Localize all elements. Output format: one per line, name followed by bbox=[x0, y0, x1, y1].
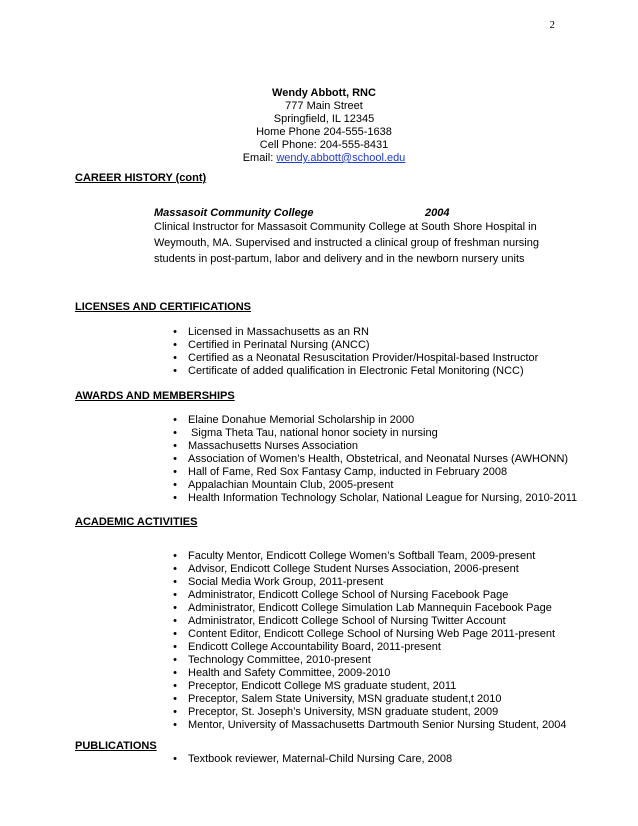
bullet-icon: • bbox=[173, 576, 177, 588]
contact-header bbox=[0, 87, 638, 165]
bullet-icon: • bbox=[173, 414, 177, 426]
career-year: 2004 bbox=[425, 207, 450, 219]
bullet-icon: • bbox=[173, 466, 177, 478]
bullet-icon: • bbox=[173, 326, 177, 338]
bullet-icon: • bbox=[173, 753, 177, 765]
list-item: • Mentor, University of Massachusetts Dartmouth Senior Nursing Student, 2004 bbox=[173, 719, 567, 731]
academic-list bbox=[154, 550, 566, 732]
list-item: • Preceptor, Salem State University, MSN graduate student,t 2010 bbox=[173, 693, 502, 705]
bullet-icon: • bbox=[173, 339, 177, 351]
section-heading-publications: PUBLICATIONS bbox=[75, 740, 157, 752]
list-item: • Sigma Theta Tau, national honor society in nursing bbox=[173, 427, 438, 439]
list-item: • Advisor, Endicott College Student Nurses Association, 2006-present bbox=[173, 563, 519, 575]
list-item: • Preceptor, St. Joseph’s University, MSN graduate student, 2009 bbox=[173, 706, 499, 718]
bullet-icon: • bbox=[173, 602, 177, 614]
contact-street: 777 Main Street bbox=[285, 100, 363, 112]
career-entry bbox=[154, 207, 554, 269]
list-item: • Massachusetts Nurses Association bbox=[173, 440, 358, 452]
bullet-icon: • bbox=[173, 550, 177, 562]
bullet-icon: • bbox=[173, 479, 177, 491]
section-heading-academic: ACADEMIC ACTIVITIES bbox=[75, 516, 198, 528]
bullet-icon: • bbox=[173, 719, 177, 731]
bullet-icon: • bbox=[173, 628, 177, 640]
contact-name: Wendy Abbott, RNC bbox=[272, 87, 376, 99]
list-item: • Association of Women’s Health, Obstetrical, and Neonatal Nurses (AWHONN) bbox=[173, 453, 569, 465]
section-heading-career-history: CAREER HISTORY (cont) bbox=[75, 172, 207, 184]
page-number: 2 bbox=[549, 19, 555, 31]
career-entry-description bbox=[154, 221, 554, 269]
list-item: • Certified in Perinatal Nursing (ANCC) bbox=[173, 339, 370, 351]
bullet-icon: • bbox=[173, 427, 177, 439]
list-item: • Technology Committee, 2010-present bbox=[173, 654, 371, 666]
list-item: • Administrator, Endicott College School of Nursing Facebook Page bbox=[173, 589, 509, 601]
list-item: • Endicott College Accountability Board, 2011-present bbox=[173, 641, 441, 653]
list-item: • Elaine Donahue Memorial Scholarship in 2000 bbox=[173, 414, 415, 426]
contact-home-phone: Home Phone 204-555-1638 bbox=[256, 126, 392, 138]
bullet-icon: • bbox=[173, 352, 177, 364]
bullet-icon: • bbox=[173, 563, 177, 575]
list-item: • Certificate of added qualification in Electronic Fetal Monitoring (NCC) bbox=[173, 365, 524, 377]
bullet-icon: • bbox=[173, 706, 177, 718]
bullet-icon: • bbox=[173, 589, 177, 601]
list-item: • Health Information Technology Scholar, National League for Nursing, 2010-2011 bbox=[173, 492, 578, 504]
bullet-icon: • bbox=[173, 667, 177, 679]
list-item: • Textbook reviewer, Maternal-Child Nursing Care, 2008 bbox=[173, 753, 453, 765]
bullet-icon: • bbox=[173, 365, 177, 377]
career-institution: Massasoit Community College bbox=[154, 207, 314, 219]
contact-email-line bbox=[10, 152, 638, 165]
bullet-icon: • bbox=[173, 492, 177, 504]
section-heading-licenses: LICENSES AND CERTIFICATIONS bbox=[75, 301, 252, 313]
career-entry-title bbox=[154, 207, 554, 220]
list-item: • Health and Safety Committee, 2009-2010 bbox=[173, 667, 391, 679]
career-desc-line: students in post-partum, labor and delivery and in the newborn nursery units bbox=[154, 253, 525, 265]
bullet-icon: • bbox=[173, 440, 177, 452]
list-item: • Appalachian Mountain Club, 2005-present bbox=[173, 479, 394, 491]
bullet-icon: • bbox=[173, 641, 177, 653]
section-heading-awards: AWARDS AND MEMBERSHIPS bbox=[75, 390, 235, 402]
bullet-icon: • bbox=[173, 654, 177, 666]
contact-city: Springfield, IL 12345 bbox=[273, 113, 375, 125]
career-desc-line: Clinical Instructor for Massasoit Community College at South Shore Hospital in bbox=[154, 221, 537, 233]
list-item: • Hall of Fame, Red Sox Fantasy Camp, inducted in February 2008 bbox=[173, 466, 508, 478]
email-link[interactable]: wendy.abbott@school.edu bbox=[276, 152, 406, 164]
list-item: • Social Media Work Group, 2011-present bbox=[173, 576, 384, 588]
list-item: • Administrator, Endicott College School of Nursing Twitter Account bbox=[173, 615, 506, 627]
bullet-icon: • bbox=[173, 453, 177, 465]
bullet-icon: • bbox=[173, 693, 177, 705]
list-item: • Faculty Mentor, Endicott College Women’s Softball Team, 2009-present bbox=[173, 550, 536, 562]
bullet-icon: • bbox=[173, 680, 177, 692]
list-item: • Preceptor, Endicott College MS graduate student, 2011 bbox=[173, 680, 457, 692]
contact-cell-phone: Cell Phone: 204-555-8431 bbox=[259, 139, 389, 151]
publications-list bbox=[154, 753, 452, 766]
awards-list bbox=[154, 414, 577, 505]
list-item: • Certified as a Neonatal Resuscitation Provider/Hospital-based Instructor bbox=[173, 352, 539, 364]
list-item: • Content Editor, Endicott College School of Nursing Web Page 2011-present bbox=[173, 628, 556, 640]
career-desc-line: Weymouth, MA. Supervised and instructed a clinical group of freshman nursing bbox=[154, 237, 539, 249]
licenses-list bbox=[154, 326, 538, 378]
bullet-icon: • bbox=[173, 615, 177, 627]
list-item: • Licensed in Massachusetts as an RN bbox=[173, 326, 369, 338]
list-item: • Administrator, Endicott College Simulation Lab Mannequin Facebook Page bbox=[173, 602, 552, 614]
email-label: Email: bbox=[242, 152, 277, 164]
